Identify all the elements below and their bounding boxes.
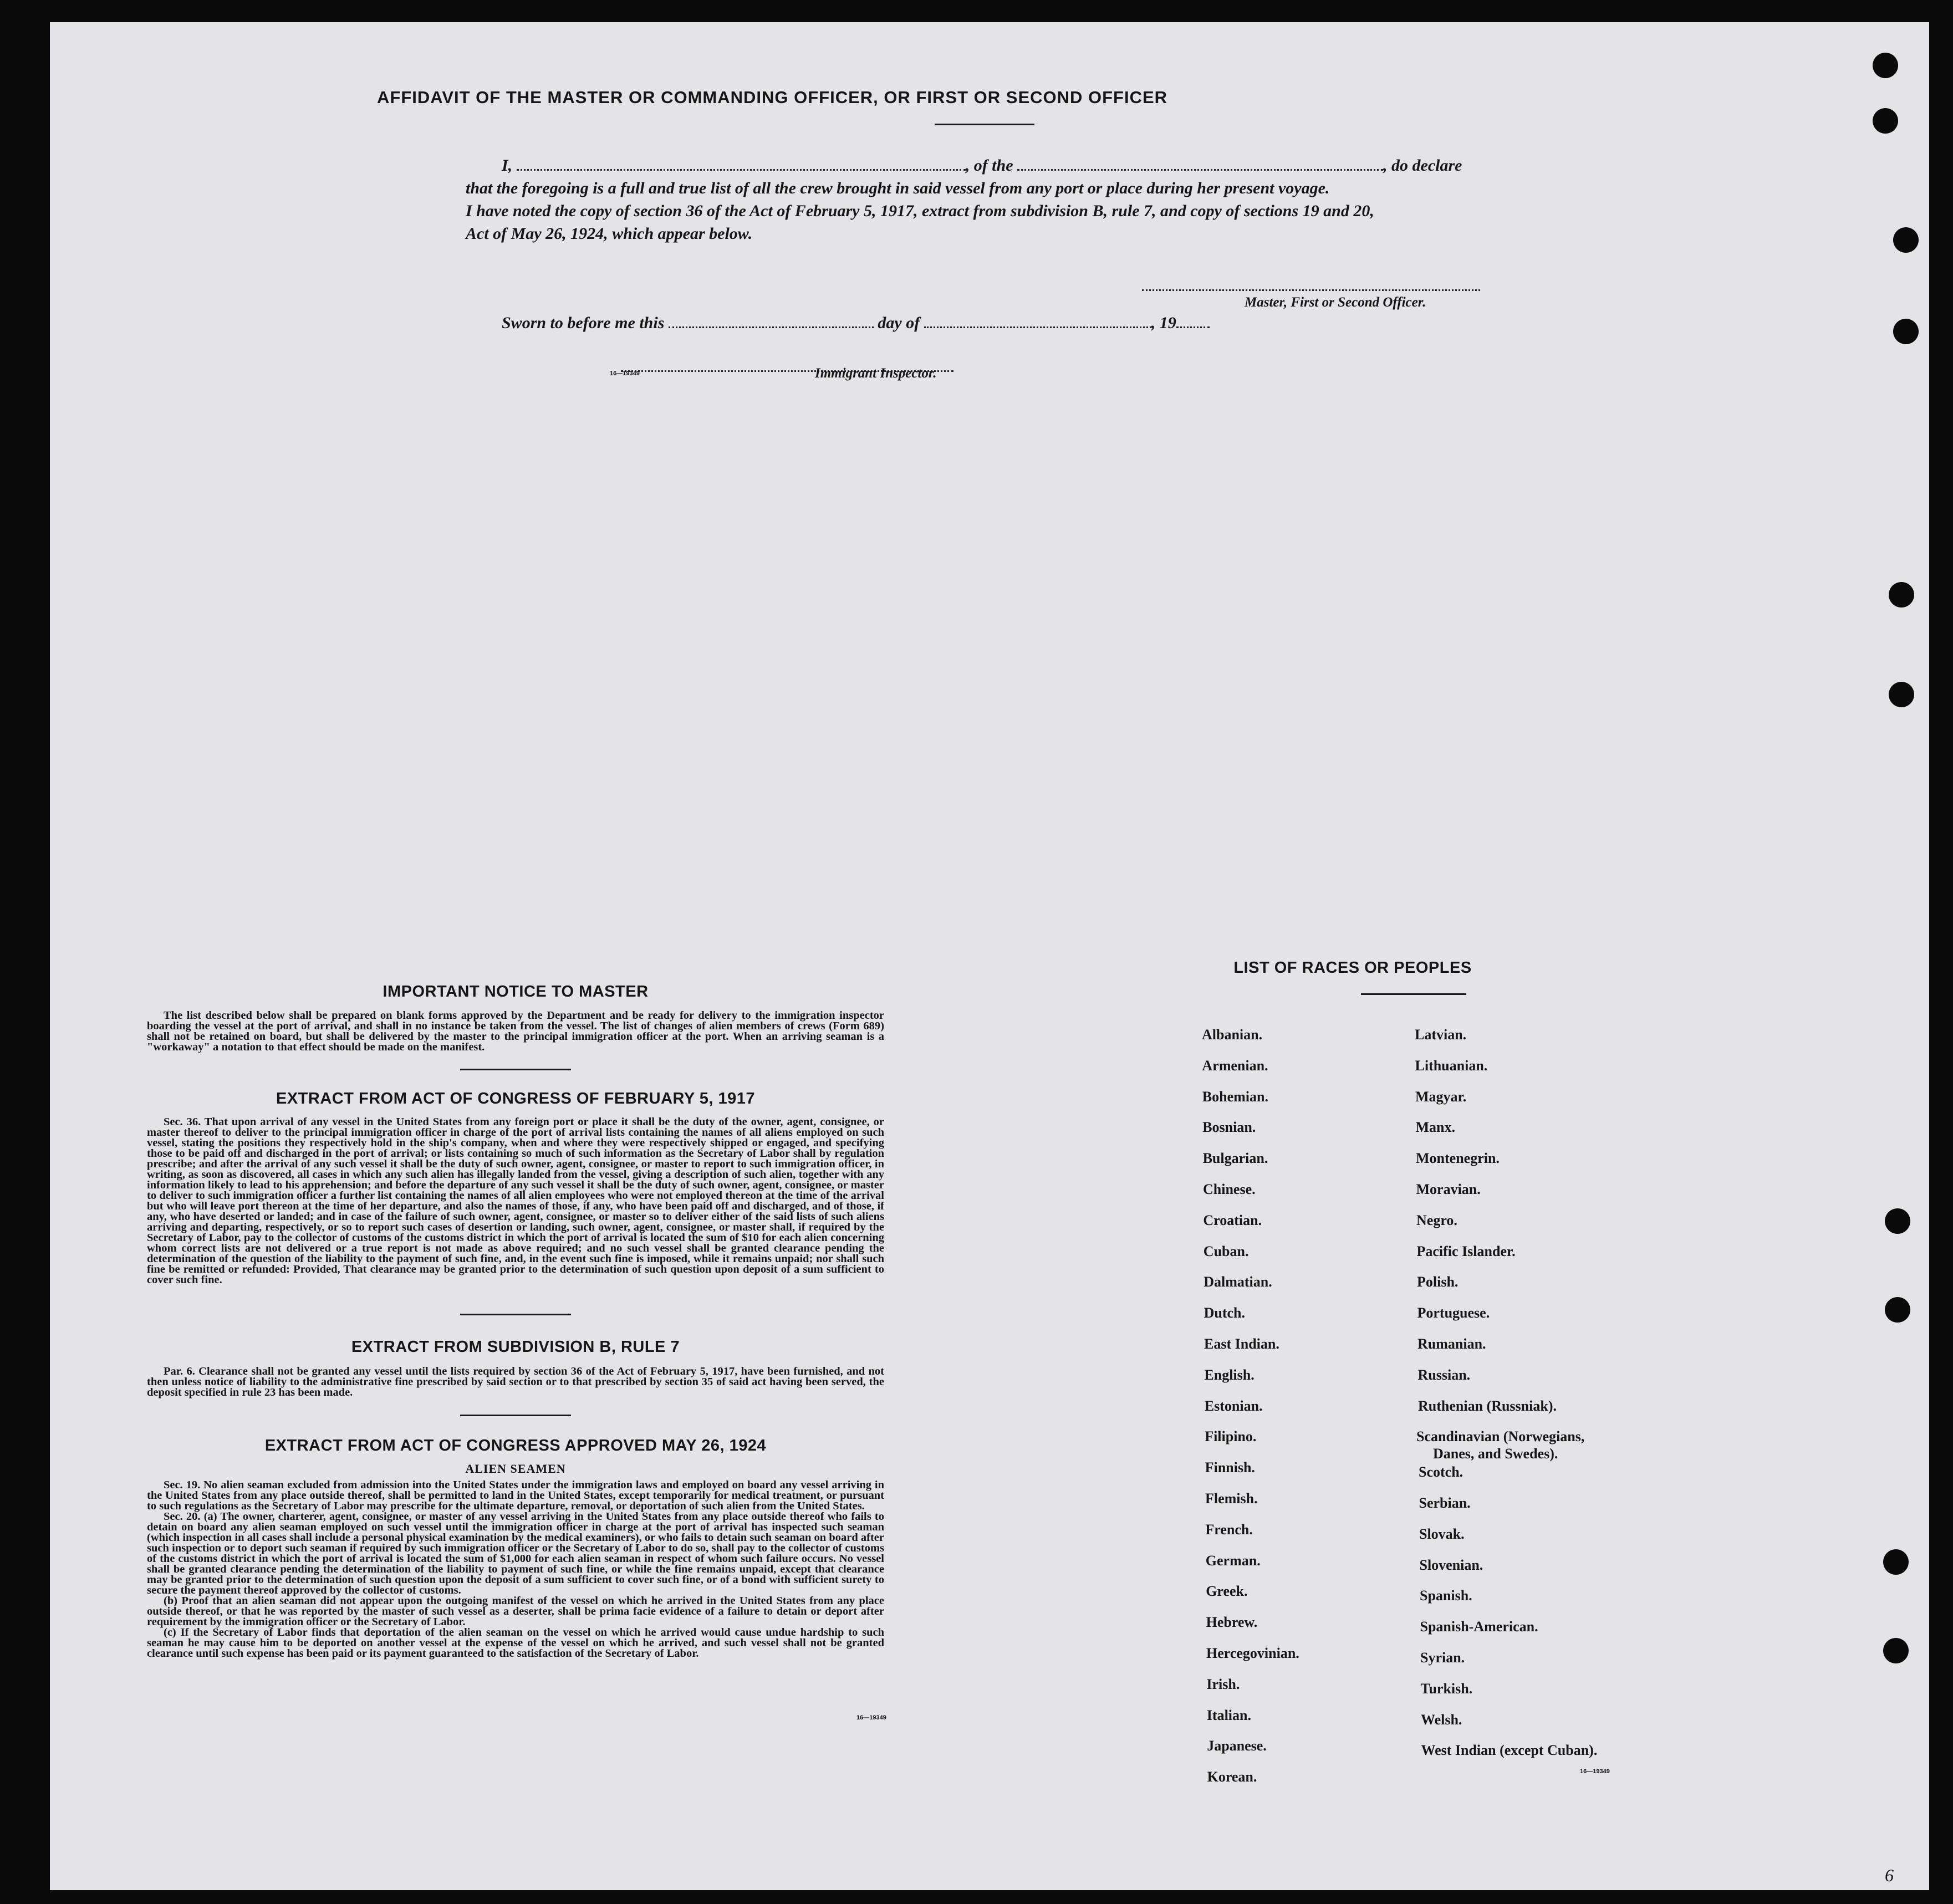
race-item: Manx. xyxy=(1415,1119,1455,1136)
affidavit-line-2: that the foregoing is a full and true list of all the crew brought in said vessel from any port or place during her present voyage. xyxy=(466,179,1330,197)
race-item: Irish. xyxy=(1206,1676,1240,1692)
form-number: 16—19349 xyxy=(1580,1768,1610,1775)
margin-mark: 6 xyxy=(1885,1865,1894,1885)
race-item: Croatian. xyxy=(1203,1212,1262,1228)
binder-hole xyxy=(1885,1297,1910,1323)
race-item: West Indian (except Cuban). xyxy=(1421,1742,1598,1759)
affidavit-line-3: I have noted the copy of section 36 of the Act of February 5, 1917, extract from subdivision B, rule 7, and copy of sections 19 and 20, xyxy=(466,202,1374,220)
race-item: Chinese. xyxy=(1203,1181,1256,1197)
divider xyxy=(460,1415,571,1416)
title-underline xyxy=(935,124,1034,125)
race-item: Dalmatian. xyxy=(1204,1274,1272,1290)
race-item: East Indian. xyxy=(1204,1336,1279,1352)
race-item: Pacific Islander. xyxy=(1416,1243,1516,1259)
race-item: Syrian. xyxy=(1420,1650,1465,1666)
races-title: LIST OF RACES OR PEOPLES xyxy=(1233,959,1472,977)
sec20a-paragraph: Sec. 20. (a) The owner, charterer, agent, consignee, or master of any vessel arriving in the United States from any place outside thereof who fails to detain on board any alien seaman employed on such vessel until the immigration officer in charge at the port of arrival has inspected such seaman (which inspection in all cases shall include a personal physical examination by the medical examiners), or who fails to detain such seaman on board after such inspection or to deport such seaman if required by such immigration officer or the Secretary of Labor to do so, shall pay to the collector of customs of the customs district in which the port of arrival is located the sum of $1,000 for each alien seaman in respect of whom such failure occurs. No vessel shall be granted clearance pending the determination of the liability to payment of such fine, or while the fine remains unpaid, except that clearance may be granted prior to the determination of such question upon the deposit of a sum sufficient to cover such fine, or of a bond with sufficient surety to secure the payment thereof approved by the collector of customs. xyxy=(147,1510,884,1596)
race-item: English. xyxy=(1204,1366,1255,1383)
document-page xyxy=(50,22,1929,1890)
binder-hole xyxy=(1889,682,1914,707)
race-item: Bohemian. xyxy=(1202,1088,1268,1105)
sec20c-paragraph: (c) If the Secretary of Labor finds that deportation of the alien seaman on the vessel on which he arrived would cause undue hardship to such seaman he may cause him to be deported on another vessel at the expense of the vessel on which he arrived, and such vessel shall not be granted clearance until such expense has been paid or its payment guaranteed to the satisfaction of the Secretary of Labor. xyxy=(147,1626,884,1660)
sworn-day-field[interactable] xyxy=(669,314,874,328)
sec19-paragraph: Sec. 19. No alien seaman excluded from admission into the United States under the immigration laws and employed on board any vessel arriving in the United States from any place outside thereof, shall be permitted to land in the United States, except temporarily for medical treatment, or pursuant to such regulations as the Secretary of Labor may prescribe for the ultimate departure, removal, or deportation of such alien from the United States. xyxy=(147,1479,884,1512)
binder-hole xyxy=(1873,108,1898,134)
race-item: Korean. xyxy=(1207,1769,1257,1785)
race-item: Russian. xyxy=(1417,1366,1471,1383)
sworn-line xyxy=(502,312,1210,334)
notice-body xyxy=(147,1010,884,1053)
binder-hole xyxy=(1889,582,1914,608)
sec20b-paragraph: (b) Proof that an alien seaman did not appear upon the outgoing manifest of the vessel on which he arrived in the United States from any place outside thereof, or that he was reported by the master of such vessel as a deserter, shall be prima facie evidence of a failure to detain or deport after requirement by the immigration officer or the Secretary of Labor. xyxy=(147,1595,884,1628)
race-item: Filipino. xyxy=(1205,1428,1257,1445)
affidavit-line-1 xyxy=(502,154,1462,177)
sworn-year-field[interactable] xyxy=(1176,314,1210,328)
year-prefix: , 19 xyxy=(1151,314,1176,332)
notice-title: IMPORTANT NOTICE TO MASTER xyxy=(383,983,649,1001)
race-item: Scandinavian (Norwegians, xyxy=(1416,1428,1585,1445)
divider xyxy=(460,1314,571,1315)
race-item: Serbian. xyxy=(1419,1495,1471,1511)
race-item: Moravian. xyxy=(1416,1181,1481,1197)
race-item: Finnish. xyxy=(1205,1459,1255,1476)
race-item: Flemish. xyxy=(1205,1490,1258,1507)
master-signature-label: Master, First or Second Officer. xyxy=(1245,295,1426,310)
race-item: French. xyxy=(1205,1521,1253,1538)
race-item: Japanese. xyxy=(1207,1738,1267,1754)
race-item: Greek. xyxy=(1206,1583,1248,1600)
name-blank-field[interactable] xyxy=(517,157,966,171)
notice-paragraph: The list described below shall be prepared on blank forms approved by the Department and be ready for delivery to the immigration inspector boarding the vessel at the port of arrival, and shall in no instance be taken from the vessel. The list of changes of alien members of crews (Form 689) shall not be retained on board, but shall be delivered by the master to the principal immigration officer at the port. When an arriving seaman is a "workaway" a notation to that effect should be made on the manifest. xyxy=(147,1009,884,1053)
race-item: Latvian. xyxy=(1415,1027,1467,1043)
race-item: Scotch. xyxy=(1419,1464,1464,1481)
affidavit-line-4: Act of May 26, 1924, which appear below. xyxy=(466,224,753,243)
race-item: Dutch. xyxy=(1204,1305,1245,1321)
divider xyxy=(1361,993,1466,995)
race-item: Spanish-American. xyxy=(1420,1619,1538,1635)
binder-hole xyxy=(1883,1638,1909,1663)
race-item: Negro. xyxy=(1416,1212,1457,1228)
race-item: Albanian. xyxy=(1202,1027,1263,1043)
par6-paragraph: Par. 6. Clearance shall not be granted any vessel until the lists required by section 36 of the Act of February 5, 1917, have been furnished, and not then unless notice of liability to the administrative fine prescribed by said section or to that prescribed by section 35 of said act having been served, the deposit specified in rule 23 has been made. xyxy=(147,1365,884,1398)
master-signature-field[interactable] xyxy=(1142,277,1480,291)
binder-hole xyxy=(1893,227,1919,253)
race-item: Turkish. xyxy=(1420,1680,1473,1697)
race-item: German. xyxy=(1205,1552,1261,1569)
race-item: Hercegovinian. xyxy=(1206,1645,1299,1661)
race-item: Rumanian. xyxy=(1417,1336,1486,1352)
extract-1924-title: EXTRACT FROM ACT OF CONGRESS APPROVED MAY 26, 1924 xyxy=(264,1437,767,1454)
form-number: 16—19349 xyxy=(610,370,640,377)
race-item: Slovak. xyxy=(1419,1525,1465,1542)
inspector-label: Immigrant Inspector. xyxy=(815,366,937,381)
race-item: Ruthenian (Russniak). xyxy=(1418,1397,1557,1414)
race-item: Slovenian. xyxy=(1419,1556,1483,1573)
race-item: Italian. xyxy=(1206,1707,1251,1723)
race-item: Welsh. xyxy=(1421,1711,1462,1728)
race-item: Bulgarian. xyxy=(1202,1150,1268,1167)
extract-1917-body xyxy=(147,1117,884,1285)
vessel-blank-field[interactable] xyxy=(1017,157,1383,171)
affidavit-i: I, xyxy=(502,156,513,175)
sworn-text: Sworn to before me this xyxy=(502,314,665,332)
race-item: Cuban. xyxy=(1203,1243,1249,1259)
race-item: Danes, and Swedes). xyxy=(1433,1446,1558,1462)
binder-hole xyxy=(1873,53,1898,78)
divider xyxy=(460,1069,571,1070)
affidavit-declare: , do declare xyxy=(1383,156,1462,175)
race-item: Magyar. xyxy=(1415,1088,1467,1105)
race-item: Polish. xyxy=(1417,1274,1459,1290)
race-item: Estonian. xyxy=(1204,1397,1263,1414)
race-item: Armenian. xyxy=(1202,1057,1268,1074)
race-item: Spanish. xyxy=(1420,1587,1472,1604)
day-of-text: day of xyxy=(878,314,920,332)
alien-seamen-subtitle: ALIEN SEAMEN xyxy=(465,1462,566,1476)
binder-hole xyxy=(1883,1549,1909,1575)
race-item: Lithuanian. xyxy=(1415,1057,1488,1074)
rule7-body xyxy=(147,1366,884,1398)
race-item: Montenegrin. xyxy=(1416,1150,1500,1167)
sworn-month-field[interactable] xyxy=(924,314,1151,328)
affidavit-of-the: , of the xyxy=(965,156,1013,175)
extract-1924-body xyxy=(147,1480,884,1659)
sec36-paragraph: Sec. 36. That upon arrival of any vessel in the United States from any foreign port or place it shall be the duty of the owner, agent, consignee, or master thereof to deliver to the principal immigration officer in charge of the port of arrival lists containing the names of all aliens employed on such vessel, stating the positions they respectively hold in the ship's company, when and where they were respectively shipped or engaged, and specifying those to be paid off and discharged in the port of arrival; or lists containing so much of such information as the Secretary of Labor shall by regulation prescribe; and after the arrival of any such vessel it shall be the duty of such owner, agent, consignee, or master to report to such immigration officer, in writing, as soon as discovered, all cases in which any such alien has illegally landed from the vessel, giving a description of such alien, together with any information likely to lead to his apprehension; and before the departure of any such vessel it shall be the duty of such owner, agent, consignee, or master to deliver to such immigration officer a further list containing the names of all alien employees who were not employed thereon at the time of the arrival but who will leave port thereon at the time of her departure, and also the names of those, if any, who have been paid off and discharged, and of those, if any, who have deserted or landed; and in case of the failure of such owner, agent, consignee, or master so to deliver either of the said lists of such aliens arriving and departing, respectively, or so to report such cases of desertion or landing, such owner, agent, consignee, or master shall, if required by the Secretary of Labor, pay to the collector of customs of the customs district in which the port of arrival is located the sum of $10 for each alien concerning whom correct lists are not delivered or a true report is not made as above required; and no such vessel shall be granted clearance pending the determination of the question of the liability to the payment of such fine, and, in the event such fine is imposed, while it remains unpaid; nor shall such fine be remitted or refunded: Provided, That clearance may be granted prior to the determination of such question upon deposit of a sum sufficient to cover such fine. xyxy=(147,1116,884,1286)
form-number: 16—19349 xyxy=(856,1714,886,1721)
rule7-title: EXTRACT FROM SUBDIVISION B, RULE 7 xyxy=(351,1338,680,1356)
race-item: Portuguese. xyxy=(1417,1305,1490,1321)
binder-hole xyxy=(1885,1208,1910,1234)
race-item: Hebrew. xyxy=(1206,1614,1258,1631)
affidavit-title: AFFIDAVIT OF THE MASTER OR COMMANDING OFFICER, OR FIRST OR SECOND OFFICER xyxy=(377,88,1168,107)
binder-hole xyxy=(1893,319,1919,344)
race-item: Bosnian. xyxy=(1202,1119,1256,1136)
extract-1917-title: EXTRACT FROM ACT OF CONGRESS OF FEBRUARY 5, 1917 xyxy=(276,1090,756,1107)
